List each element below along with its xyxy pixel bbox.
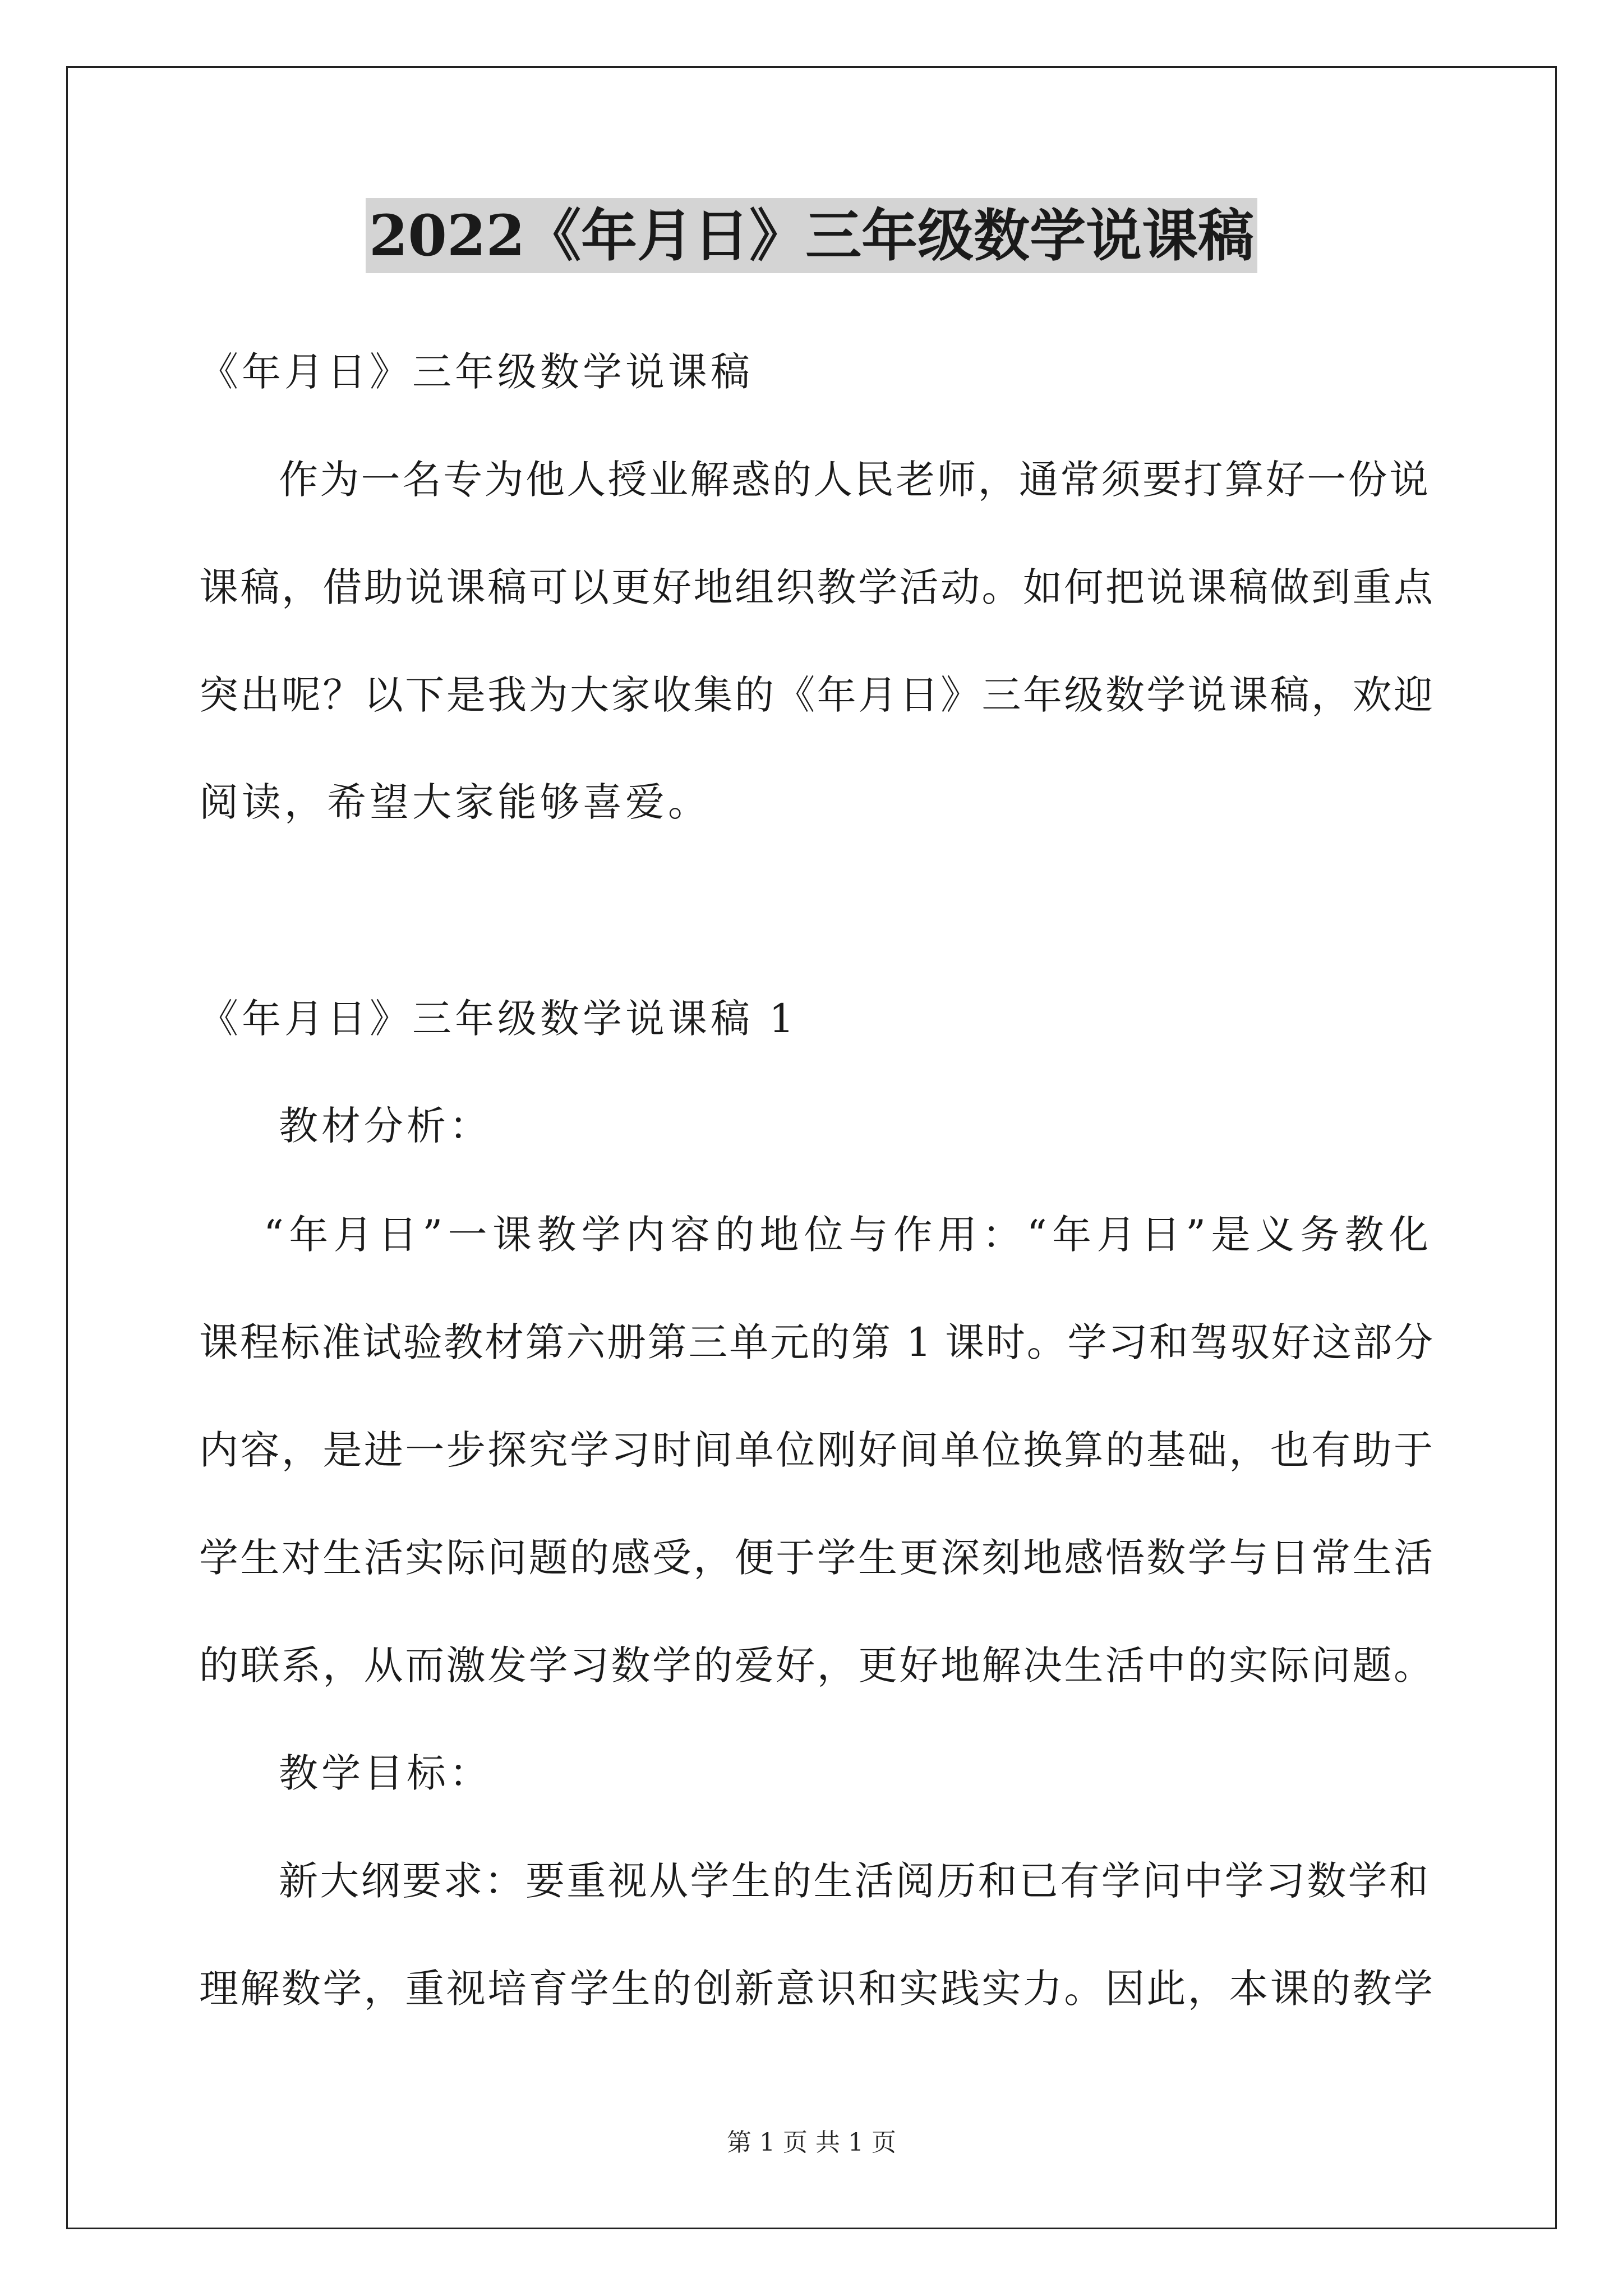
page-footer: 第 1 页 共 1 页 (727, 2128, 896, 2157)
text-line: 教材分析： (279, 1103, 492, 1149)
text-line: 课程标准试验教材第六册第三单元的第 1 课时。学习和驾驭好这部分 (199, 1319, 1433, 1365)
text-line: 阅读，希望大家能够喜爱。 (199, 779, 711, 825)
text-line: 新大纲要求：要重视从学生的生活阅历和已有学问中学习数学和 (279, 1858, 1428, 1904)
text-line: 课稿，借助说课稿可以更好地组织教学活动。如何把说课稿做到重点 (199, 564, 1433, 610)
text-line: 《年月日》三年级数学说课稿 (199, 349, 753, 395)
document-title-text: 2022《年月日》三年级数学说课稿 (366, 198, 1257, 273)
text-line: 学生对生活实际问题的感受，便于学生更深刻地感悟数学与日常生活 (199, 1535, 1433, 1581)
text-line: “年月日”一课教学内容的地位与作用：“年月日”是义务教化 (264, 1212, 1428, 1258)
document-title (0, 196, 1623, 275)
text-line: 内容，是进一步探究学习时间单位刚好间单位换算的基础，也有助于 (199, 1427, 1433, 1473)
text-line: 作为一名专为他人授业解惑的人民老师，通常须要打算好一份说 (279, 457, 1428, 503)
text-line: 突出呢？以下是我为大家收集的《年月日》三年级数学说课稿，欢迎 (199, 672, 1433, 718)
text-line: 理解数学，重视培育学生的创新意识和实践实力。因此，本课的教学 (199, 1966, 1433, 2012)
text-line: 教学目标： (279, 1750, 492, 1796)
text-line: 《年月日》三年级数学说课稿 1 (199, 996, 797, 1042)
text-line: 的联系，从而激发学习数学的爱好，更好地解决生活中的实际问题。 (199, 1642, 1433, 1688)
